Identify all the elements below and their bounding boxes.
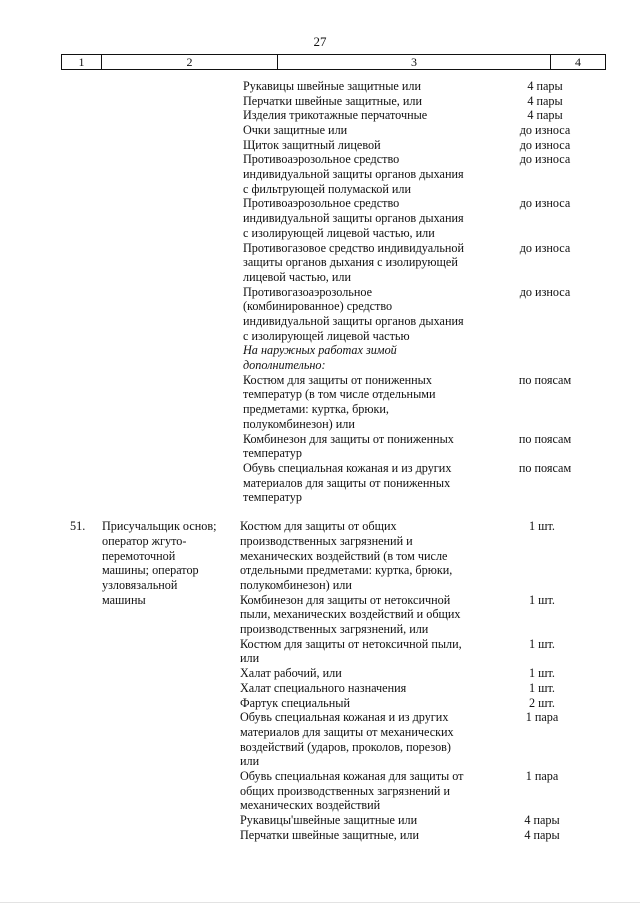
column-header-1: 1: [62, 55, 102, 69]
item-quantity: до износа: [519, 196, 571, 210]
item-line: Противоаэрозольное средство: [243, 196, 400, 210]
item-quantity: до износа: [519, 285, 571, 299]
profession-line: узловязальной: [102, 578, 178, 592]
item-quantity: 1 пара: [525, 769, 559, 783]
item-line: Рукавицы швейные защитные или: [243, 79, 421, 93]
item-line: Обувь специальная кожаная для защиты от: [240, 769, 464, 783]
profession-line: Присучальщик основ;: [102, 519, 217, 533]
item-quantity: до износа: [519, 241, 571, 255]
item-line: предметами: куртка, брюки,: [243, 402, 389, 416]
item-line: Фартук специальный: [240, 696, 350, 710]
column-header-2: 2: [102, 55, 278, 69]
item-quantity: 4 пары: [524, 828, 560, 842]
item-line: Щиток защитный лицевой: [243, 138, 381, 152]
item-quantity: 4 пары: [527, 79, 563, 93]
column-header-row: [61, 54, 606, 70]
item-line: Костюм для защиты от общих: [240, 519, 397, 533]
item-line: механических воздействий: [240, 798, 381, 812]
item-quantity: по поясам: [518, 432, 572, 446]
item-line: или: [240, 651, 260, 665]
item-quantity: до износа: [519, 152, 571, 166]
item-quantity: 4 пары: [524, 813, 560, 827]
item-line: индивидуальной защиты органов дыхания: [243, 211, 464, 225]
item-line: полукомбинезон) или: [243, 417, 355, 431]
item-quantity: 1 шт.: [529, 637, 555, 651]
item-line: полукомбинезон) или: [240, 578, 352, 592]
item-line: Перчатки швейные защитные, или: [243, 94, 423, 108]
item-line: Обувь специальная кожаная и из других: [243, 461, 452, 475]
item-line: индивидуальной защиты органов дыхания: [243, 167, 464, 181]
item-line: Изделия трикотажные перчаточные: [243, 108, 428, 122]
item-line: температур: [243, 490, 302, 504]
profession-line: машины: [102, 593, 146, 607]
row-number: 51.: [70, 519, 86, 533]
item-quantity: до износа: [519, 138, 571, 152]
item-quantity: 1 шт.: [529, 666, 555, 680]
item-line: общих производственных загрязнений и: [240, 784, 451, 798]
item-line: или: [240, 754, 260, 768]
profession-line: машины; оператор: [102, 563, 199, 577]
item-line: Комбинезон для защиты от пониженных: [243, 432, 454, 446]
item-quantity: 1 пара: [525, 710, 559, 724]
item-quantity: 2 шт.: [529, 696, 555, 710]
item-line: лицевой частью, или: [243, 270, 352, 284]
item-quantity: 1 шт.: [529, 519, 555, 533]
item-line: с фильтрующей полумаской или: [243, 182, 412, 196]
item-line: материалов для защиты от механических: [240, 725, 454, 739]
item-line: температур: [243, 446, 302, 460]
item-line: Костюм для защиты от нетоксичной пыли,: [240, 637, 462, 651]
item-line: Обувь специальная кожаная и из других: [240, 710, 449, 724]
profession-line: оператор жгуто-: [102, 534, 187, 548]
item-quantity: 4 пары: [527, 108, 563, 122]
item-line: температур (в том числе отдельными: [243, 387, 436, 401]
item-line: отдельными предметами: куртка, брюки,: [240, 563, 453, 577]
profession-line: перемоточной: [102, 549, 176, 563]
item-line: Костюм для защиты от пониженных: [243, 373, 432, 387]
item-line: Противоаэрозольное средство: [243, 152, 400, 166]
item-quantity: по поясам: [518, 461, 572, 475]
item-line: производственных загрязнений, или: [240, 622, 429, 636]
item-line: Комбинезон для защиты от нетоксичной: [240, 593, 451, 607]
item-line: защиты органов дыхания с изолирующей: [243, 255, 458, 269]
item-line: воздействий (ударов, проколов, порезов): [240, 740, 451, 754]
section-heading-winter: дополнительно:: [243, 358, 326, 372]
item-line: пыли, механических воздействий и общих: [240, 607, 461, 621]
item-quantity: 4 пары: [527, 94, 563, 108]
item-line: Очки защитные или: [243, 123, 348, 137]
item-line: Перчатки швейные защитные, или: [240, 828, 420, 842]
item-line: производственных загрязнений и: [240, 534, 413, 548]
item-line: механических воздействий (в том числе: [240, 549, 448, 563]
column-header-4: 4: [575, 55, 581, 69]
item-line: Халат специального назначения: [240, 681, 407, 695]
item-quantity: 1 шт.: [529, 593, 555, 607]
item-line: с изолирующей лицевой частью: [243, 329, 410, 343]
item-line: материалов для защиты от пониженных: [243, 476, 451, 490]
item-line: Халат рабочий, или: [240, 666, 342, 680]
item-line: Противогазовое средство индивидуальной: [243, 241, 465, 255]
item-quantity: до износа: [519, 123, 571, 137]
column-header-3: 3: [278, 55, 551, 69]
item-line: индивидуальной защиты органов дыхания: [243, 314, 464, 328]
item-quantity: 1 шт.: [529, 681, 555, 695]
section-heading-winter: На наружных работах зимой: [243, 343, 397, 357]
item-line: с изолирующей лицевой частью, или: [243, 226, 435, 240]
page-number: 27: [313, 34, 327, 49]
item-line: (комбинированное) средство: [243, 299, 393, 313]
item-quantity: по поясам: [518, 373, 572, 387]
item-line: Рукавицы'швейные защитные или: [240, 813, 418, 827]
item-line: Противогазоаэрозольное: [243, 285, 373, 299]
bottom-rule: [0, 902, 640, 903]
